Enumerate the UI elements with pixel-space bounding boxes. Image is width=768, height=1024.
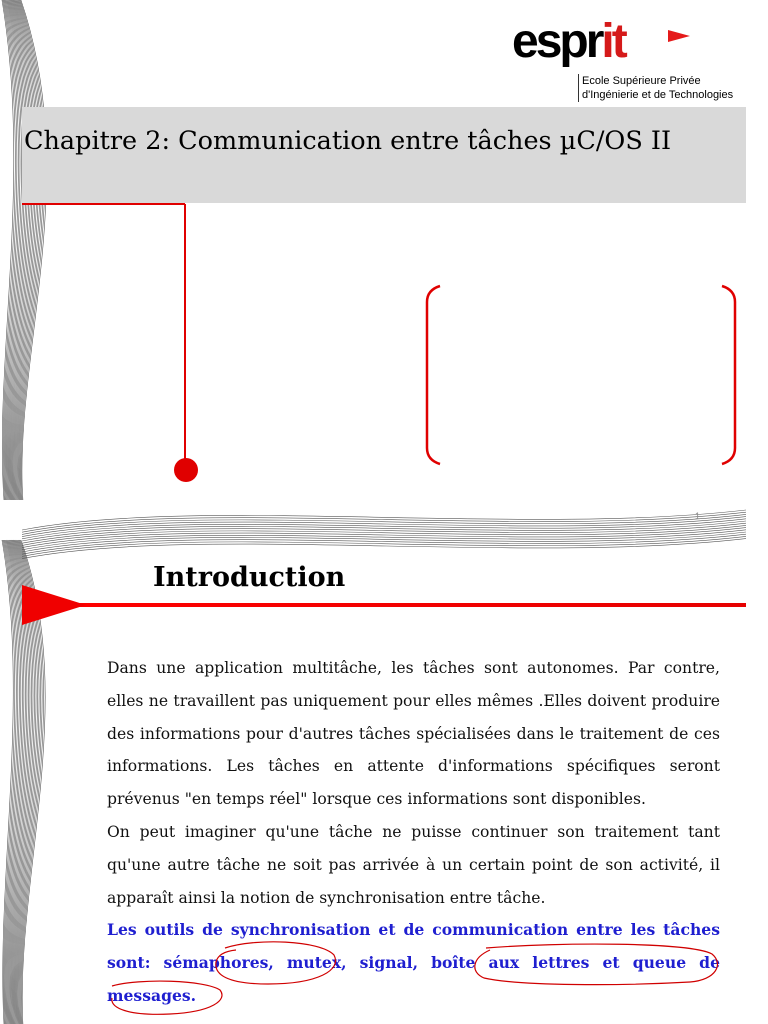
section-heading: Introduction — [153, 562, 346, 593]
paragraph-1: Dans une application multitâche, les tâches sont autonomes. Par contre, elles ne travaillent pas uniquement pour elles mêmes .Elles doivent produire des informations pour d'autres tâches spécialisées dans le traitement de ces informations. Les tâches en attente d'informations spécifiques seront prévenus "en temps réel" lorsque ces informations sont disponibles. — [107, 659, 720, 809]
logo-flag-icon — [668, 30, 690, 46]
page-number: 1 — [695, 511, 701, 521]
title-band — [22, 107, 746, 203]
slide-title: Chapitre 2: Communication entre tâches µC/OS II — [24, 126, 672, 156]
highlight-paragraph: Les outils de synchronisation et de communication entre les tâches sont: sémaphores, mutex, signal, boîte aux lettres et queue de messages. — [107, 920, 720, 1005]
logo-subtitle: Ecole Supérieure Privée d'Ingénierie et de Technologies — [578, 74, 733, 102]
esprit-logo: esprit — [512, 15, 625, 68]
paragraph-2: On peut imaginer qu'une tâche ne puisse continuer son traitement tant qu'une autre tâche ne soit pas arrivée à un certain point de son activité, il apparaît ainsi la notion de synchronisation entre tâche. — [107, 823, 720, 907]
